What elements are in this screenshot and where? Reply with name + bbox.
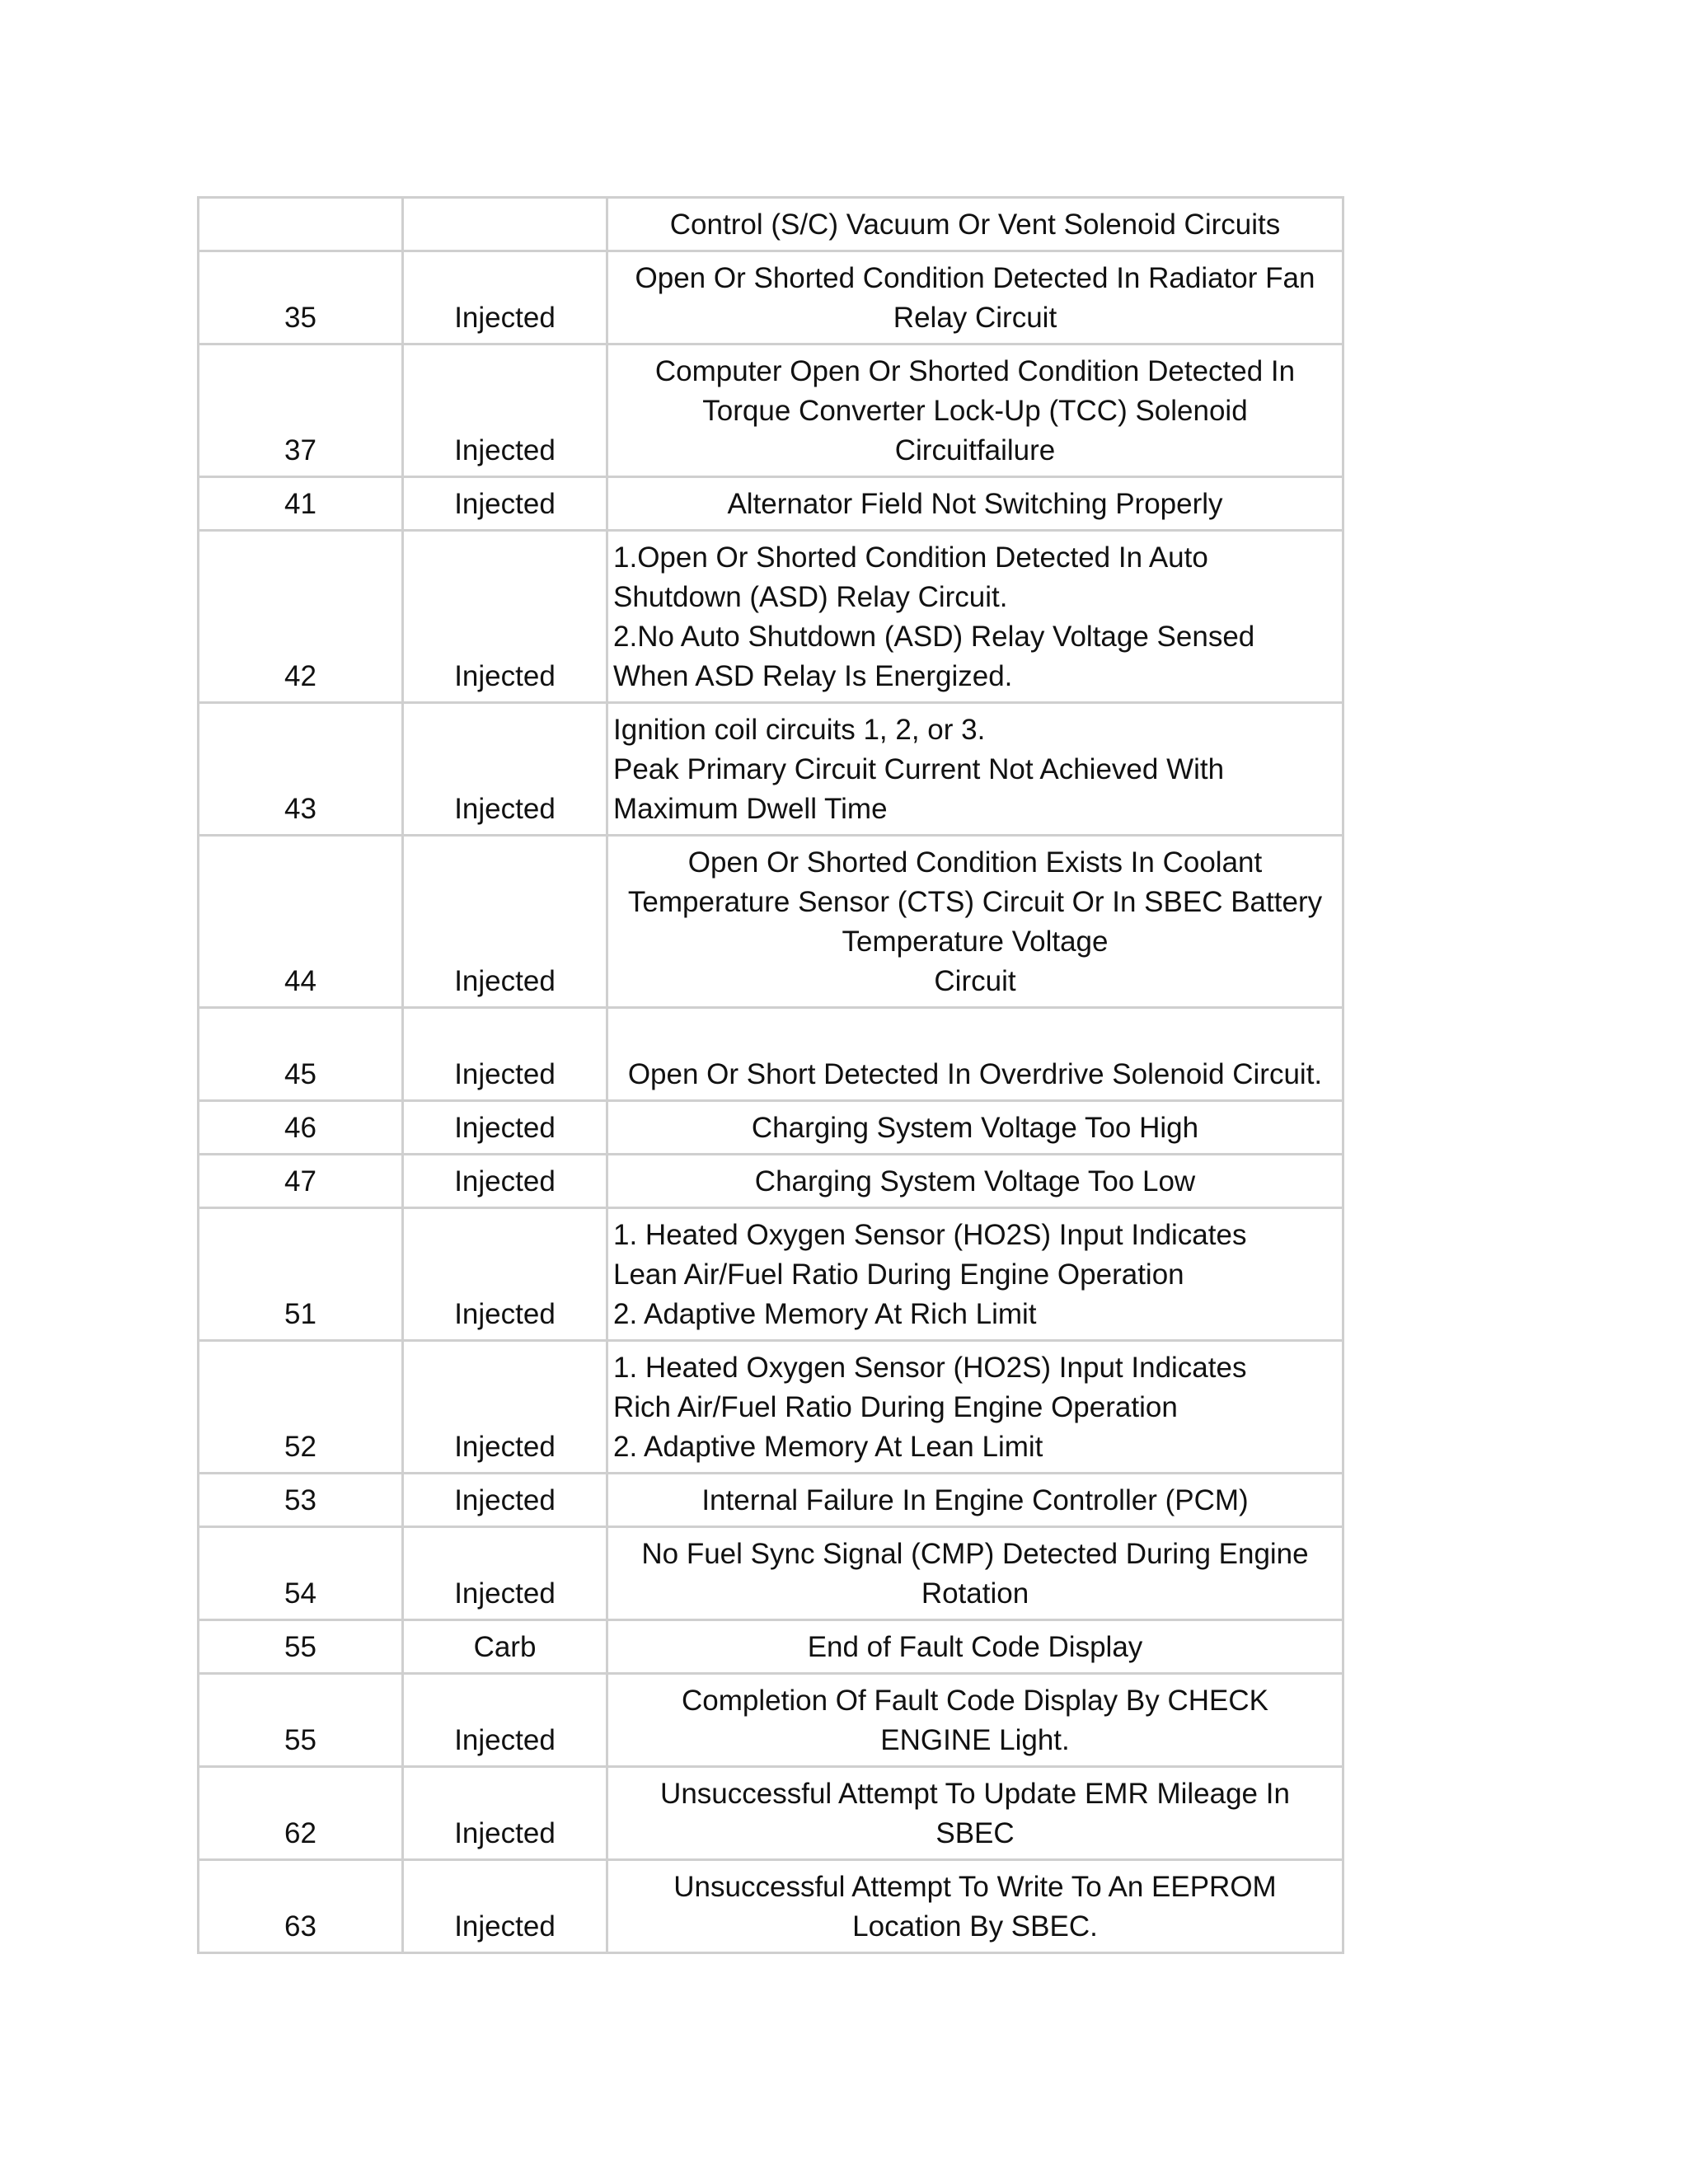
description-line: 2.No Auto Shutdown (ASD) Relay Voltage Sensed: [613, 621, 1255, 653]
fault-code-cell: 52: [199, 1341, 403, 1474]
description-line: Unsuccessful Attempt To Write To An EEPROM: [673, 1871, 1277, 1903]
engine-type-cell: Carb: [403, 1620, 607, 1674]
engine-type-cell: Injected: [403, 477, 607, 531]
engine-type-cell: Injected: [403, 1101, 607, 1155]
engine-type-cell: Injected: [403, 1860, 607, 1953]
description-line: When ASD Relay Is Energized.: [613, 660, 1013, 692]
description-line: Rich Air/Fuel Ratio During Engine Operation: [613, 1391, 1178, 1423]
table-row: [199, 1155, 1343, 1208]
fault-code-cell: 51: [199, 1208, 403, 1341]
description-cell: [607, 1674, 1343, 1767]
description-line: Charging System Voltage Too Low: [754, 1165, 1196, 1197]
table-row: [199, 477, 1343, 531]
description-line: 2. Adaptive Memory At Lean Limit: [613, 1431, 1043, 1463]
fault-code-cell: 41: [199, 477, 403, 531]
fault-code-table: [197, 196, 1344, 1954]
description-line: Charging System Voltage Too High: [751, 1112, 1199, 1144]
description-line: Relay Circuit: [893, 302, 1057, 334]
engine-type-cell: Injected: [403, 1527, 607, 1620]
engine-type-cell: Injected: [403, 1341, 607, 1474]
engine-type-cell: Injected: [403, 1767, 607, 1860]
fault-code-cell: 35: [199, 251, 403, 344]
description-line: Open Or Shorted Condition Exists In Coolant: [687, 846, 1263, 879]
description-cell: [607, 1767, 1343, 1860]
engine-type-cell: Injected: [403, 251, 607, 344]
fault-code-cell: 45: [199, 1008, 403, 1101]
engine-type-cell: [403, 198, 607, 251]
description-line: 1. Heated Oxygen Sensor (HO2S) Input Indicates: [613, 1219, 1247, 1251]
fault-code-cell: 46: [199, 1101, 403, 1155]
fault-code-cell: 53: [199, 1474, 403, 1527]
description-line: Computer Open Or Shorted Condition Detected In: [654, 355, 1296, 387]
description-line: Shutdown (ASD) Relay Circuit.: [613, 581, 1008, 613]
description-cell: [607, 1155, 1343, 1208]
table-row: [199, 1527, 1343, 1620]
table-row: [199, 1101, 1343, 1155]
description-cell: [607, 1620, 1343, 1674]
engine-type-cell: Injected: [403, 531, 607, 703]
table-row: [199, 1767, 1343, 1860]
description-line: Circuit: [934, 965, 1016, 997]
description-cell: [607, 251, 1343, 344]
description-line: SBEC: [935, 1817, 1015, 1849]
engine-type-cell: Injected: [403, 344, 607, 477]
fault-code-cell: 44: [199, 836, 403, 1008]
description-line: End of Fault Code Display: [807, 1631, 1143, 1663]
description-line: Rotation: [921, 1577, 1029, 1610]
fault-code-cell: 37: [199, 344, 403, 477]
description-cell: [607, 344, 1343, 477]
table-row: [199, 1008, 1343, 1101]
table-row: [199, 836, 1343, 1008]
table-row: [199, 344, 1343, 477]
description-line: 1. Heated Oxygen Sensor (HO2S) Input Indicates: [613, 1352, 1247, 1384]
description-line: Completion Of Fault Code Display By CHECK: [682, 1685, 1268, 1717]
description-line: Internal Failure In Engine Controller (PCM): [701, 1484, 1249, 1516]
engine-type-cell: Injected: [403, 1208, 607, 1341]
fault-code-cell: 43: [199, 703, 403, 836]
description-line: Location By SBEC.: [852, 1910, 1098, 1943]
description-cell: [607, 531, 1343, 703]
fault-code-table-body: [199, 198, 1343, 1953]
description-line: Circuitfailure: [894, 434, 1056, 466]
description-cell: [607, 1101, 1343, 1155]
table-row: [199, 198, 1343, 251]
fault-code-cell: 42: [199, 531, 403, 703]
description-line: Peak Primary Circuit Current Not Achieved With: [613, 753, 1225, 785]
engine-type-cell: Injected: [403, 1155, 607, 1208]
description-line: Lean Air/Fuel Ratio During Engine Operation: [613, 1258, 1184, 1291]
description-line: Maximum Dwell Time: [613, 793, 888, 825]
fault-code-cell: 55: [199, 1674, 403, 1767]
description-cell: [607, 1208, 1343, 1341]
description-line: No Fuel Sync Signal (CMP) Detected During Engine: [641, 1538, 1309, 1570]
description-line: 2. Adaptive Memory At Rich Limit: [613, 1298, 1037, 1330]
table-row: [199, 251, 1343, 344]
table-row: [199, 1860, 1343, 1953]
description-line: Control (S/C) Vacuum Or Vent Solenoid Circuits: [669, 209, 1281, 241]
fault-code-cell: 54: [199, 1527, 403, 1620]
description-line: 1.Open Or Shorted Condition Detected In Auto: [613, 541, 1208, 574]
description-cell: [607, 1527, 1343, 1620]
description-line: Open Or Short Detected In Overdrive Solenoid Circuit.: [627, 1058, 1323, 1090]
description-line: Open Or Shorted Condition Detected In Radiator Fan: [635, 262, 1315, 294]
table-row: [199, 1341, 1343, 1474]
table-row: [199, 1620, 1343, 1674]
description-line: ENGINE Light.: [880, 1724, 1070, 1756]
description-cell: [607, 477, 1343, 531]
table-row: [199, 531, 1343, 703]
fault-code-cell: 63: [199, 1860, 403, 1953]
engine-type-cell: Injected: [403, 1674, 607, 1767]
table-row: [199, 1208, 1343, 1341]
fault-code-cell: [199, 198, 403, 251]
fault-code-cell: 62: [199, 1767, 403, 1860]
description-cell: [607, 1008, 1343, 1101]
description-line: Temperature Voltage: [842, 926, 1109, 958]
description-line: Torque Converter Lock-Up (TCC) Solenoid: [702, 395, 1248, 427]
description-cell: [607, 1341, 1343, 1474]
description-line: Temperature Sensor (CTS) Circuit Or In SBEC Battery: [627, 886, 1323, 918]
table-row: [199, 1674, 1343, 1767]
description-cell: [607, 1474, 1343, 1527]
fault-code-cell: 55: [199, 1620, 403, 1674]
fault-code-cell: 47: [199, 1155, 403, 1208]
engine-type-cell: Injected: [403, 1474, 607, 1527]
engine-type-cell: Injected: [403, 703, 607, 836]
description-line: [613, 1015, 1337, 1055]
description-line: Unsuccessful Attempt To Update EMR Mileage In: [660, 1778, 1290, 1810]
description-line: Ignition coil circuits 1, 2, or 3.: [613, 714, 986, 746]
description-cell: [607, 703, 1343, 836]
description-cell: [607, 836, 1343, 1008]
engine-type-cell: Injected: [403, 836, 607, 1008]
description-line: Alternator Field Not Switching Properly: [727, 488, 1223, 520]
engine-type-cell: Injected: [403, 1008, 607, 1101]
description-cell: [607, 1860, 1343, 1953]
table-row: [199, 703, 1343, 836]
description-cell: [607, 198, 1343, 251]
table-row: [199, 1474, 1343, 1527]
